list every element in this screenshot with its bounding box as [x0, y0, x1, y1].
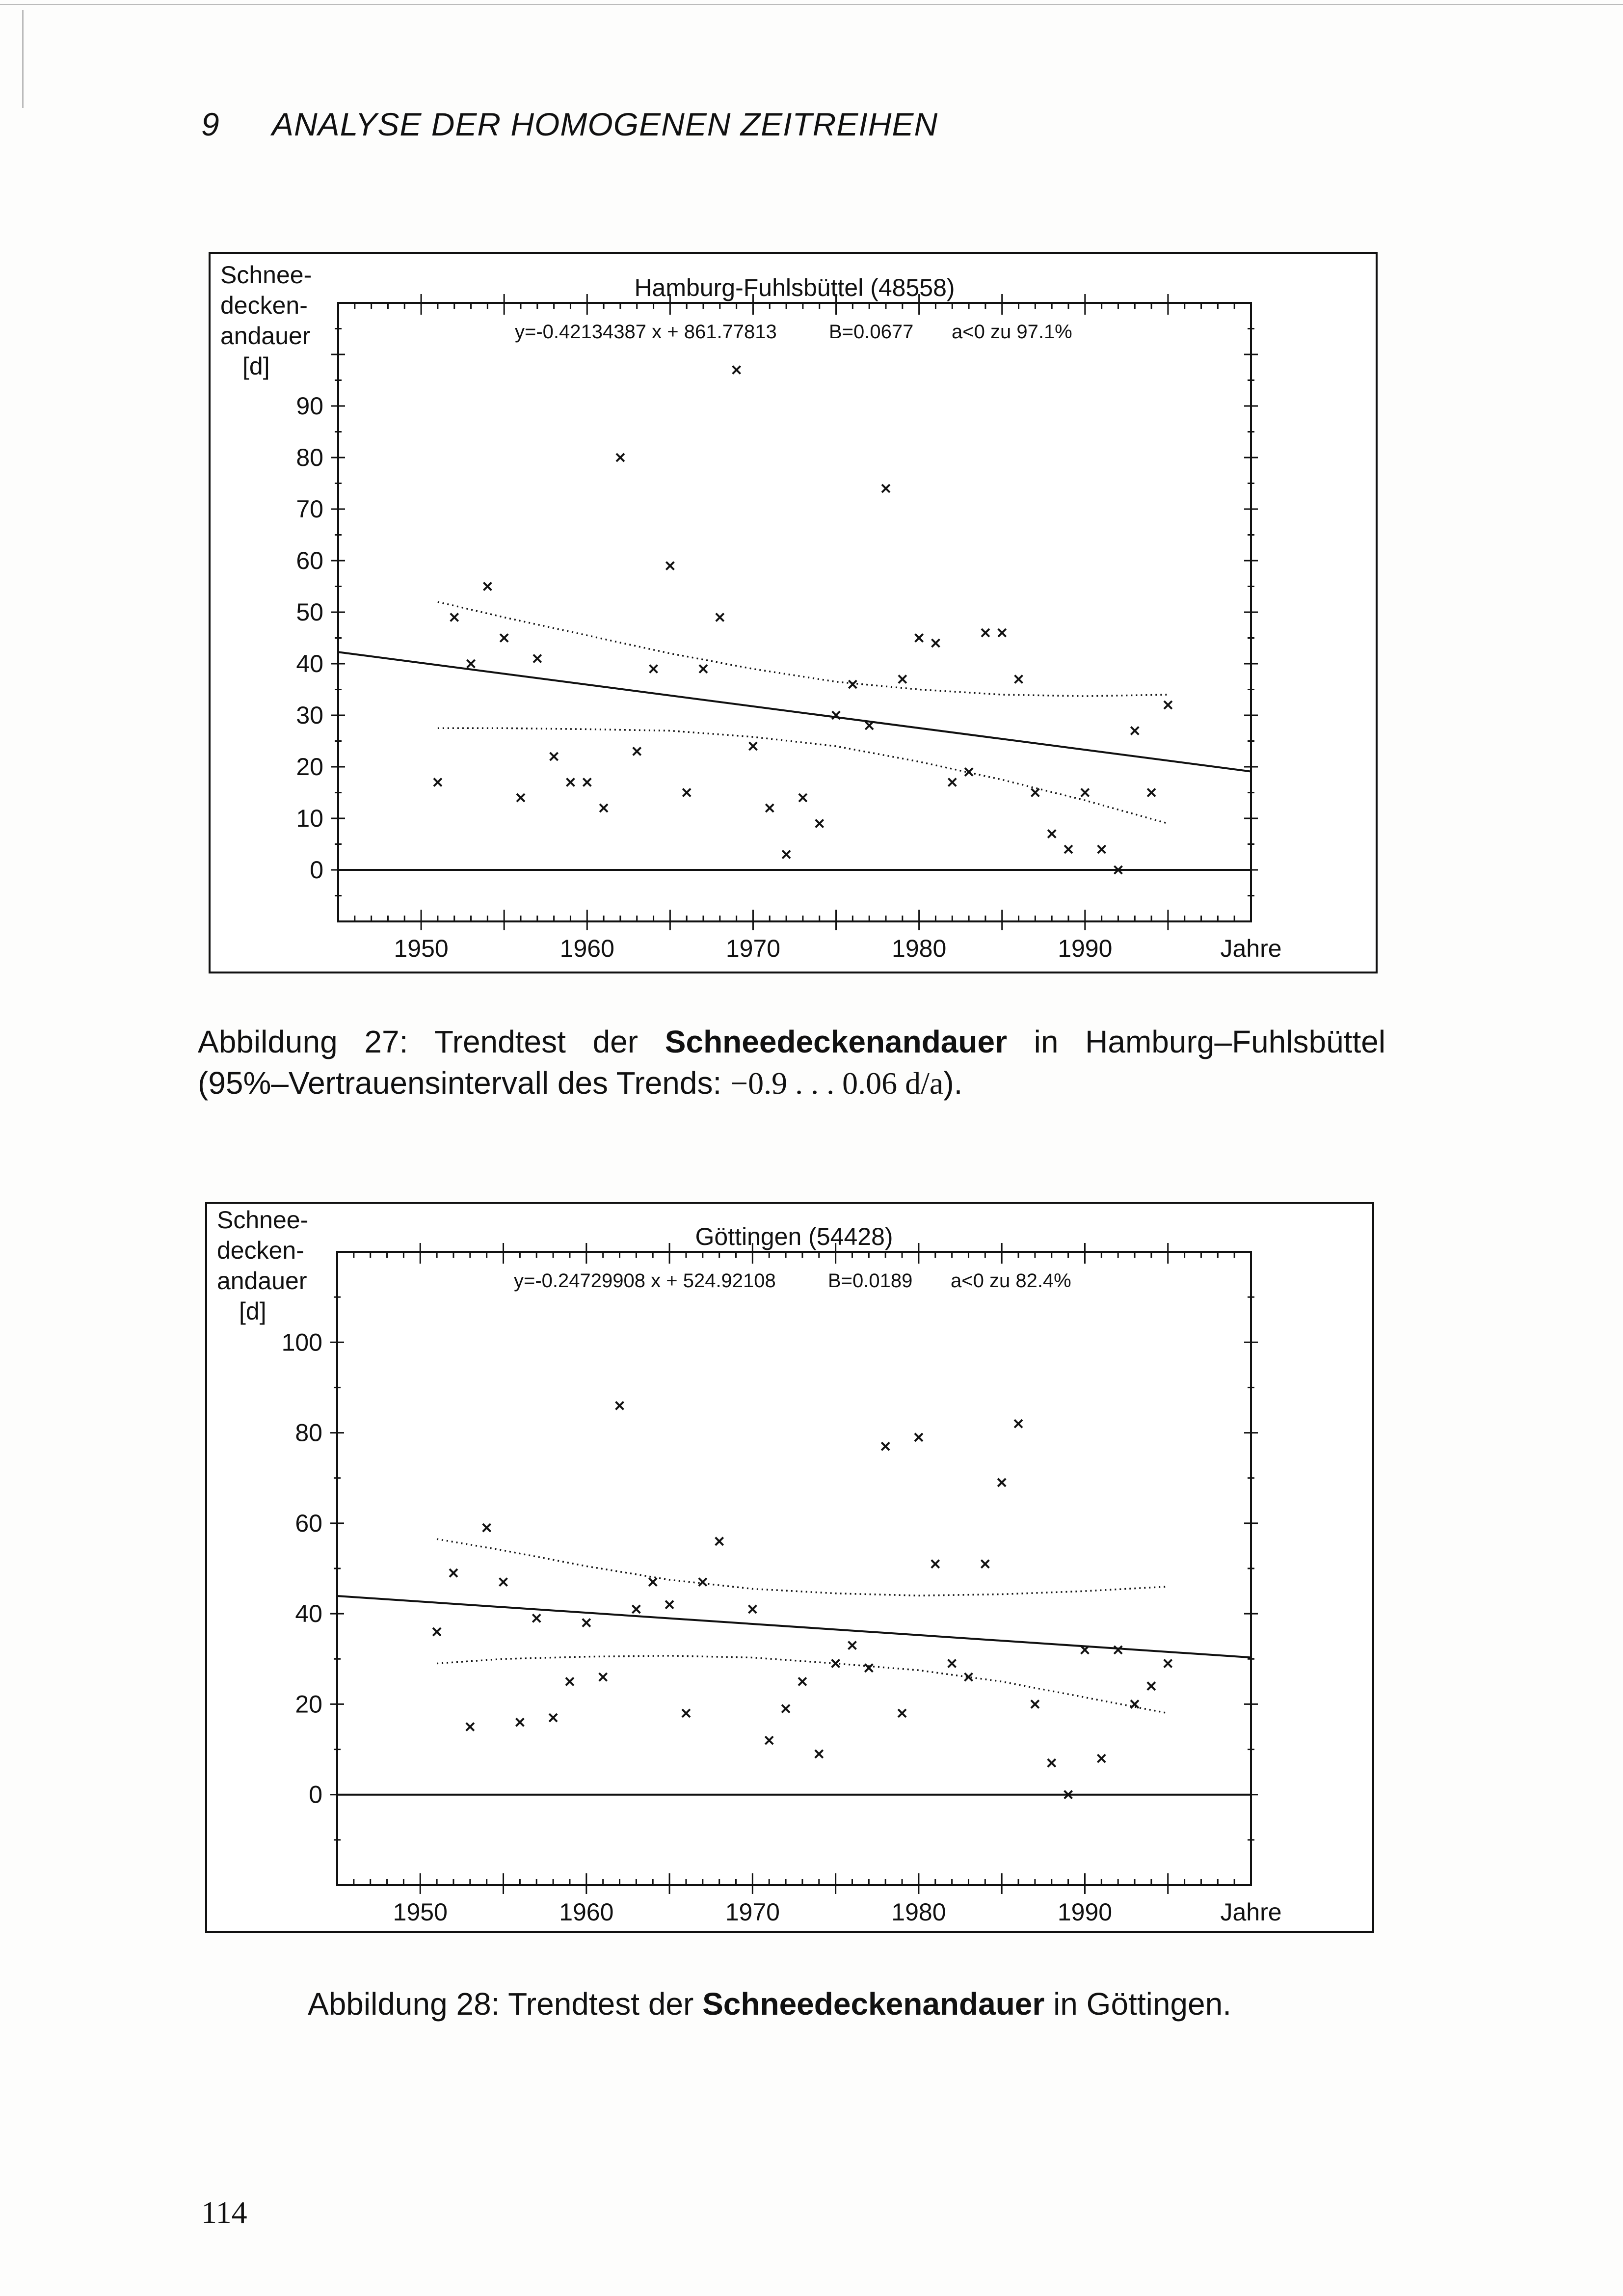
x-tick-label: 1970 [725, 1898, 780, 1926]
data-point [899, 675, 906, 683]
data-point [1015, 675, 1023, 683]
y-tick-label: 30 [296, 702, 323, 729]
data-point [1097, 1755, 1105, 1762]
regression-equation: y=-0.24729908 x + 524.92108 [514, 1270, 776, 1292]
caption-27-end: ). [943, 1065, 963, 1101]
data-point [433, 1628, 441, 1636]
y-tick-label: 60 [295, 1509, 322, 1537]
data-point [616, 454, 624, 461]
data-point [948, 1660, 956, 1668]
data-point [799, 794, 807, 802]
data-point [716, 1538, 723, 1545]
y-tick-label: 0 [310, 856, 323, 884]
y-tick-label: 90 [296, 392, 323, 420]
data-point [699, 665, 707, 673]
confidence-upper-curve [437, 1539, 1168, 1595]
caption-27-bold: Schneedeckenandauer [665, 1024, 1007, 1059]
caption-28-prefix: Abbildung 28: Trendtest der [308, 1986, 694, 2022]
data-point [765, 1736, 773, 1744]
b-value: B=0.0677 [829, 321, 914, 343]
data-point [766, 804, 773, 812]
data-point [915, 1433, 923, 1441]
y-tick-label: 20 [295, 1690, 322, 1718]
y-tick-label: 80 [296, 444, 323, 471]
data-point [1031, 1700, 1039, 1708]
data-point [998, 1479, 1006, 1486]
data-point [650, 665, 658, 673]
data-point [699, 1578, 707, 1586]
page-header [201, 106, 938, 143]
x-tick-label: 1980 [891, 1898, 946, 1926]
significance-label: a<0 zu 82.4% [951, 1270, 1071, 1292]
data-point [1147, 1682, 1155, 1690]
caption-27-interval-value: −0.9 . . . 0.06 d/a [730, 1066, 944, 1101]
data-point [848, 1642, 856, 1649]
data-point [583, 779, 591, 786]
data-point [517, 794, 525, 802]
data-point [1048, 830, 1056, 838]
data-point [500, 1578, 507, 1586]
data-point [748, 1605, 756, 1613]
left-scan-edge [22, 10, 24, 108]
data-point [566, 779, 574, 786]
x-tick-label: 1990 [1058, 935, 1113, 962]
data-point [1164, 1660, 1172, 1668]
data-point [816, 820, 824, 828]
chart-title: Hamburg-Fuhlsbüttel (48558) [634, 274, 955, 301]
data-point [549, 1714, 557, 1722]
data-point [915, 634, 923, 642]
confidence-lower-curve [438, 728, 1168, 823]
caption-28-bold: Schneedeckenandauer [702, 1986, 1045, 2022]
plot-frame [337, 1252, 1251, 1885]
data-point [467, 660, 475, 668]
data-point [965, 768, 973, 776]
y-tick-label: 60 [296, 547, 323, 574]
figure-28-caption [308, 1983, 1231, 2025]
data-point [881, 1442, 889, 1450]
y-tick-label: 40 [296, 650, 323, 677]
y-axis-label-line: andauer [220, 322, 311, 350]
data-point [632, 1605, 640, 1613]
confidence-upper-curve [438, 602, 1168, 696]
data-point [982, 629, 989, 637]
data-point [516, 1718, 524, 1726]
data-point [1147, 789, 1155, 797]
data-point [599, 1673, 607, 1681]
y-tick-label: 40 [295, 1600, 322, 1628]
x-axis-label: Jahre [1220, 1898, 1282, 1926]
data-point [665, 1601, 673, 1609]
data-point [550, 753, 558, 760]
data-point [532, 1614, 540, 1622]
y-tick-label: 50 [296, 598, 323, 626]
x-tick-label: 1960 [559, 935, 614, 962]
data-point [733, 366, 741, 374]
data-point [931, 1560, 939, 1568]
data-point [865, 722, 873, 729]
data-point [451, 614, 458, 621]
chart-title: Göttingen (54428) [695, 1223, 893, 1250]
y-tick-label: 70 [296, 495, 323, 523]
chapter-title: ANALYSE DER HOMOGENEN ZEITREIHEN [271, 106, 938, 142]
data-point [1164, 701, 1172, 709]
data-point [633, 748, 641, 756]
data-point [849, 680, 856, 688]
data-point [682, 1709, 690, 1717]
data-point [500, 634, 508, 642]
data-point [1131, 1700, 1139, 1708]
data-point [798, 1677, 806, 1685]
x-tick-label: 1990 [1057, 1898, 1113, 1926]
y-axis-label-line: Schnee- [220, 261, 312, 289]
figure-27-caption-line2 [198, 1062, 962, 1104]
data-point [600, 804, 608, 812]
data-point [616, 1402, 624, 1409]
x-tick-label: 1950 [393, 1898, 448, 1926]
x-tick-label: 1950 [394, 935, 449, 962]
caption-27-prefix: Abbildung 27: [198, 1024, 408, 1059]
data-point [1064, 845, 1072, 853]
regression-equation: y=-0.42134387 x + 861.77813 [515, 321, 777, 343]
data-point [434, 779, 442, 786]
y-tick-label: 10 [296, 805, 323, 832]
data-point [749, 742, 757, 750]
trend-line [338, 652, 1251, 771]
x-tick-label: 1970 [725, 935, 781, 962]
data-point [1081, 789, 1089, 797]
data-point [483, 1524, 491, 1532]
chart-27-svg [211, 254, 1380, 975]
trend-line [337, 1596, 1251, 1657]
x-tick-label: 1980 [892, 935, 947, 962]
chart-28-svg [207, 1204, 1376, 1935]
y-axis-label-line: Schnee- [217, 1206, 309, 1234]
y-tick-label: 100 [281, 1328, 322, 1356]
data-point [1098, 845, 1106, 853]
y-axis-label-line: andauer [217, 1267, 307, 1295]
data-point [1114, 1646, 1122, 1654]
plot-frame [338, 303, 1251, 921]
data-point [865, 1664, 873, 1672]
data-point [1014, 1420, 1022, 1428]
data-point [566, 1677, 574, 1685]
caption-27-text: Trendtest der [434, 1024, 639, 1059]
figure-27-chart [209, 252, 1378, 973]
top-scan-edge [0, 4, 1623, 5]
data-point [450, 1569, 457, 1577]
data-point [815, 1750, 823, 1758]
data-point [466, 1723, 474, 1731]
data-point [583, 1619, 590, 1627]
data-point [1031, 789, 1039, 797]
figure-27-caption [198, 1021, 1385, 1062]
data-point [683, 789, 691, 797]
caption-28-end: in Göttingen. [1053, 1986, 1231, 2022]
data-point [998, 629, 1006, 637]
y-tick-label: 20 [296, 753, 323, 781]
significance-label: a<0 zu 97.1% [952, 321, 1072, 343]
figure-28-chart [205, 1202, 1374, 1933]
b-value: B=0.0189 [828, 1270, 913, 1292]
confidence-lower-curve [437, 1656, 1168, 1713]
data-point [483, 583, 491, 591]
data-point [931, 639, 939, 647]
caption-27-location: in Hamburg–Fuhlsbüttel [1034, 1024, 1386, 1059]
chapter-number: 9 [201, 106, 220, 142]
data-point [832, 1660, 840, 1668]
data-point [782, 1705, 790, 1713]
data-point [666, 562, 674, 570]
y-axis-label-line: decken- [220, 292, 308, 319]
x-tick-label: 1960 [559, 1898, 614, 1926]
data-point [948, 779, 956, 786]
data-point [1131, 727, 1139, 735]
data-point [782, 851, 790, 859]
caption-27-interval-label: (95%–Vertrauensintervall des Trends: [198, 1065, 722, 1101]
data-point [649, 1578, 657, 1586]
data-point [898, 1709, 906, 1717]
y-axis-label-line: [d] [239, 1297, 266, 1325]
data-point [1048, 1759, 1056, 1767]
y-axis-label-line: [d] [242, 352, 270, 380]
x-axis-label: Jahre [1220, 935, 1282, 962]
y-tick-label: 0 [309, 1781, 322, 1809]
data-point [716, 614, 724, 621]
data-point [981, 1560, 989, 1568]
data-point [533, 655, 541, 663]
y-tick-label: 80 [295, 1419, 322, 1447]
y-axis-label-line: decken- [217, 1237, 304, 1264]
page-number: 114 [201, 2195, 247, 2230]
data-point [882, 485, 890, 492]
